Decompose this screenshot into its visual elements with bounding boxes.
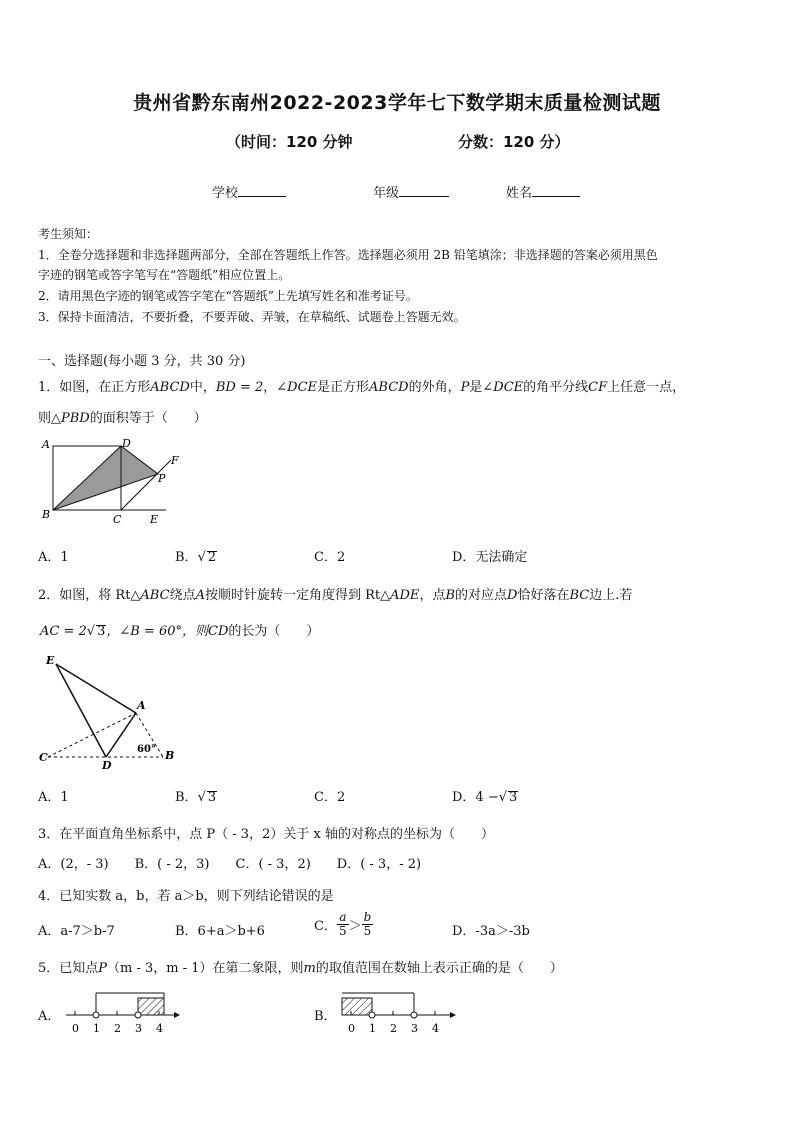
label-a: A [137, 699, 146, 712]
q4-option-d[interactable]: D．-3a＞-3b [452, 924, 530, 939]
q4-option-c[interactable]: C． $\frac{a}{5}$ ＞ $\frac{b}{5}$ [314, 910, 372, 938]
q5-stem: 5．已知点P（m - 3，m - 1）在第二象限，则m的取值范围在数轴上表示正确的是（ ） [38, 961, 563, 976]
label-d: D [102, 759, 112, 772]
triangle-pbd [53, 446, 158, 510]
label-b: B [42, 508, 51, 521]
q4-option-a[interactable]: A．a-7＞b-7 [38, 924, 115, 939]
segment-ea [56, 664, 136, 713]
q2-option-d[interactable]: D．4 −√ 3 [452, 790, 518, 805]
label-a: A [42, 438, 50, 451]
name-label: 姓名 [506, 186, 533, 201]
q1-option-a[interactable]: A．1 [38, 550, 69, 565]
q1-stem-line2: 则△PBD的面积等于（ ） [38, 411, 207, 426]
q5-number-line-a[interactable] [60, 988, 185, 1038]
notes-line1b: 字迹的钢笔或答字笔写在“答题纸”相应位置上。 [38, 268, 291, 282]
svg-text:3: 3 [411, 1022, 418, 1035]
grade-blank[interactable] [399, 184, 449, 197]
q5-option-b-label[interactable]: B． [314, 1009, 337, 1024]
label-e: E [150, 513, 159, 526]
section-heading: 一、选择题(每小题 3 分，共 30 分) [38, 354, 246, 369]
svg-text:4: 4 [156, 1022, 163, 1035]
q2-option-a[interactable]: A．1 [38, 790, 69, 805]
name-blank[interactable] [532, 184, 580, 197]
svg-text:3: 3 [135, 1022, 142, 1035]
school-label: 学校 [212, 186, 239, 201]
label-p: P [158, 472, 166, 485]
label-angle: 60° [137, 744, 156, 755]
svg-text:0: 0 [72, 1022, 79, 1035]
time-label: （时间：120 分钟 [226, 133, 353, 151]
segment-da [106, 713, 136, 757]
notes-heading: 考生须知： [38, 227, 99, 241]
label-d: D [122, 437, 131, 450]
q1-stem: 1．如图，在正方形ABCD中，BD = 2，∠DCE是正方形ABCD的外角，P是∠DCE的角平分线CF上任意一点， [38, 380, 686, 395]
svg-text:0: 0 [348, 1022, 355, 1035]
q5-option-a-label[interactable]: A． [38, 1009, 61, 1024]
notes-line3: 3．保持卡面清洁，不要折叠，不要弄破、弄皱，在草稿纸、试题卷上答题无效。 [38, 310, 466, 324]
q3-stem: 3．在平面直角坐标系中，点 P（ - 3，2）关于 x 轴的对称点的坐标为（ ） [38, 827, 494, 842]
q1-option-b[interactable]: B．√ 2 [175, 550, 217, 565]
school-field[interactable] [212, 182, 286, 201]
label-b: B [165, 749, 175, 762]
school-blank[interactable] [238, 184, 286, 197]
label-f: F [171, 454, 179, 467]
svg-text:1: 1 [369, 1022, 376, 1035]
q4-option-b[interactable]: B．6+a＞b+6 [175, 924, 265, 939]
svg-text:2: 2 [390, 1022, 397, 1035]
name-field[interactable] [506, 182, 580, 201]
segment-ca [48, 713, 136, 757]
svg-text:1: 1 [93, 1022, 100, 1035]
q2-stem: 2．如图，将 Rt△ABC绕点A按顺时针旋转一定角度得到 Rt△ADE，点B的对应点D恰好落在BC边上.若 [38, 588, 633, 603]
label-c: C [113, 513, 122, 526]
notes-line1a: 1．全卷分选择题和非选择题两部分，全部在答题纸上作答。选择题必须用 2B 铅笔填涂；非选择题的答案必须用黑色 [38, 248, 658, 262]
q1-figure [36, 436, 179, 528]
grade-label: 年级 [373, 186, 400, 201]
grade-field[interactable] [373, 182, 449, 201]
score-label: 分数：120 分） [458, 133, 570, 151]
label-e: E [46, 654, 55, 667]
q2-figure [36, 652, 186, 772]
q2-option-c[interactable]: C．2 [314, 790, 346, 805]
q1-option-d[interactable]: D．无法确定 [452, 550, 528, 565]
page-title: 贵州省黔东南州2022-2023学年七下数学期末质量检测试题 [133, 92, 661, 114]
segment-ed [56, 664, 106, 757]
q1-option-c[interactable]: C．2 [314, 550, 346, 565]
notes-line2: 2．请用黑色字迹的钢笔或答字笔在“答题纸”上先填写姓名和准考证号。 [38, 289, 418, 303]
q2-stem-line2: AC = 2√ 3，∠B = 60°，则CD的长为（ ） [40, 624, 320, 639]
q4-stem: 4．已知实数 a，b，若 a＞b，则下列结论错误的是 [38, 889, 334, 904]
q5-number-line-b[interactable] [336, 988, 461, 1038]
q3-options[interactable]: A．(2，- 3) B．( - 2，3) C．( - 3，2) D．( - 3，- 2) [38, 857, 422, 872]
label-c: C [39, 751, 48, 764]
q2-option-b[interactable]: B．√ 3 [175, 790, 217, 805]
svg-text:4: 4 [432, 1022, 439, 1035]
svg-text:2: 2 [114, 1022, 121, 1035]
